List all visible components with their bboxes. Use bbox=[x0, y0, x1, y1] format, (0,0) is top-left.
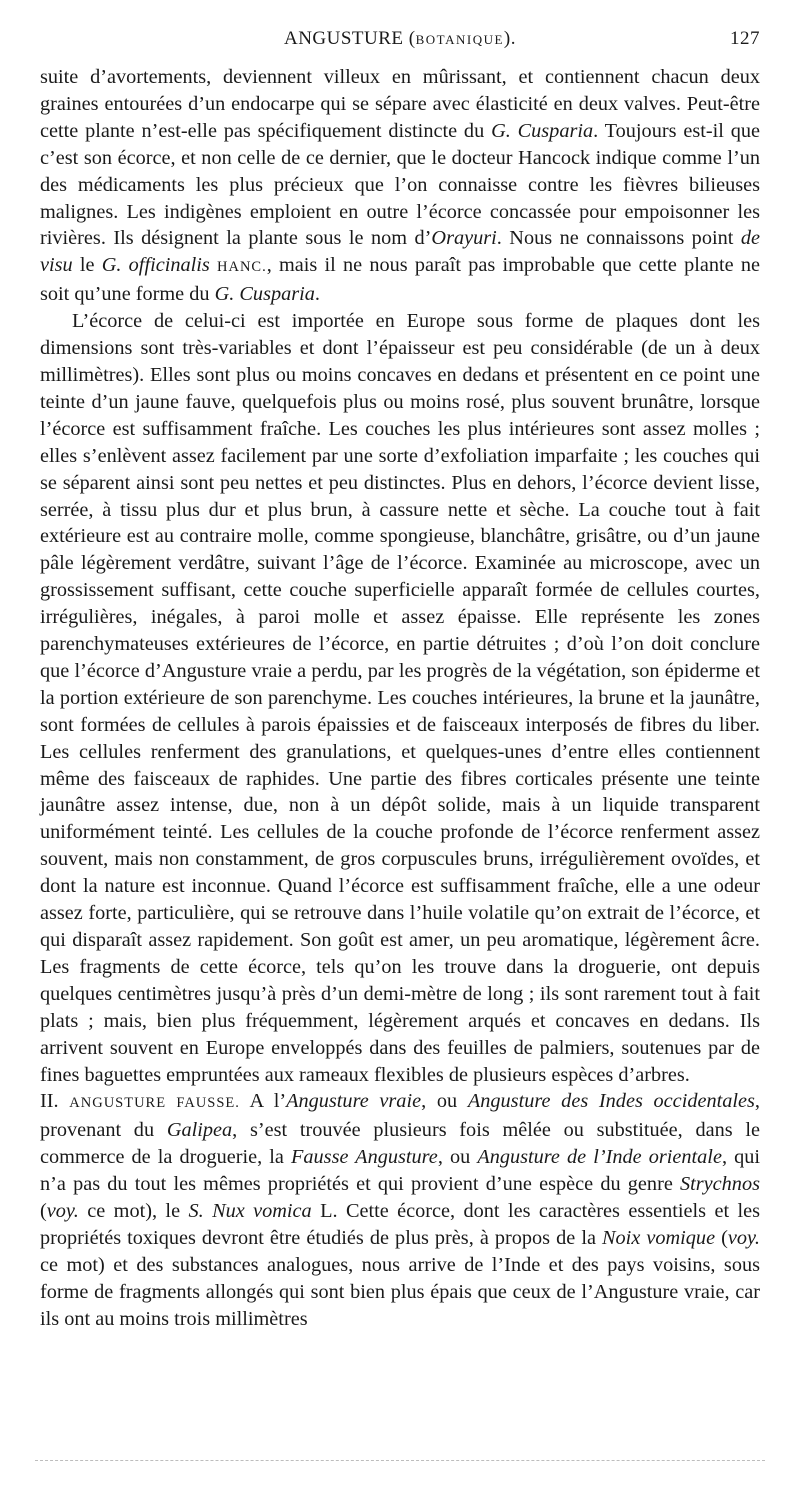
footer-rule bbox=[35, 1460, 765, 1461]
italic-run: G. Cusparia bbox=[491, 119, 594, 142]
section-numeral: II. bbox=[40, 1090, 70, 1113]
paragraph-1 bbox=[40, 64, 760, 308]
running-head bbox=[40, 28, 760, 54]
italic-run: Galipea bbox=[166, 1119, 233, 1142]
running-title-sub: BOTANIQUE bbox=[415, 32, 504, 47]
running-title bbox=[40, 28, 760, 50]
paragraph-2: L’écorce de celui-ci est importée en Europe sous forme de plaques dont les dimensions sont très-variables et dont l’épaisseur est peu considérable (de un à deux millimètres). Elles sont plus ou moins concaves en dedans et présentent en ce point une teinte d’un jaune fauve, quelquefois plus ou moins rosé, plus souvent brunâtre, lorsque l’écorce est suffisamment fraîche. Les couches les plus intérieures sont assez molles ; elles s’enlèvent assez facilement par une sorte d’exfoliation imparfaite ; les couches qui se séparent ainsi sont peu nettes et peu distinctes. Plus en dehors, l’écorce devient lisse, serrée, à tissu plus dur et plus brun, à cassure nette et sèche. La couche tout à fait extérieure est au contraire molle, comme spongieuse, blanchâtre, grisâtre, ou d’un jaune pâle légèrement verdâtre, suivant l’âge de l’écorce. Examinée au microscope, avec un grossissement suffisant, cette couche superficielle apparaît formée de cellules courtes, irrégulières, inégales, à paroi molle et assez épaisse. Elle représente les zones parenchymateuses extérieures de l’écorce, en partie détruites ; d’où l’on doit conclure que l’écorce d’Angusture vraie a perdu, par les progrès de la végétation, son épiderme et la portion extérieure de son parenchyme. Les couches intérieures, la brune et la jaunâtre, sont formées de cellules à parois épaissies et de faisceaux interposés de fibres du liber. Les cellules renferment des granulations, et quelques-unes d’entre elles contiennent même des faisceaux de raphides. Une partie des fibres corticales présente une teinte jaunâtre assez intense, due, non à un dépôt solide, mais à un liquide transparent uniformément teinté. Les cellules de la couche profonde de l’écorce renferment assez souvent, mais non constamment, de gros corpuscules bruns, irrégulièrement ovoïdes, et dont la nature est inconnue. Quand l’écorce est suffisamment fraîche, elle a une odeur assez forte, particulière, qui se retrouve dans l’huile volatile qu’on extrait de l’écorce, et qui disparaît assez rapidement. Son goût est amer, un peu aromatique, légèrement âcre. Les fragments de cette écorce, tels qu’on les trouve dans la droguerie, ont depuis quelques centimètres jusqu’à près d’un demi-mètre de long ; ils sont rarement tout à fait plats ; mais, bien plus fréquemment, légèrement arqués et concaves en dedans. Ils arrivent souvent en Europe enveloppés dans des feuilles de palmiers, soutenues par de fines baguettes empruntées aux rameaux flexibles de plusieurs espèces d’arbres. bbox=[40, 310, 760, 1086]
italic-run: Angusture vraie bbox=[286, 1090, 422, 1113]
italic-run: Strychnos bbox=[680, 1173, 760, 1196]
section-heading: ANGUSTURE FAUSSE. bbox=[69, 1095, 240, 1112]
text-run: L. Cette écorce, dont les caractères essentiels et les propriétés toxiques devront être étudiés de plus près, à propos de la bbox=[40, 1200, 760, 1249]
running-title-main: ANGUSTURE bbox=[283, 28, 404, 49]
text-run: ( bbox=[715, 1226, 728, 1249]
text-run: , mais il ne nous paraît pas improbable que cette plante ne soit qu’une forme du bbox=[40, 254, 760, 306]
text-run: ce mot), le bbox=[78, 1200, 189, 1223]
text-run: . Toujours est-il que c’est son écorce, et non celle de ce dernier, que le docteur Hancock indique comme l’un des médicaments les plus précieux que l’on connaisse contre les fièvres bilieuses malignes. Les indigènes emploient en outre l’écorce concassée pour empoisonner les rivières. Ils désignent la plante sous le nom d’ bbox=[40, 119, 760, 250]
text-run: ce mot) et des substances analogues, nous arrive de l’Inde et des pays voisins, sous forme de fragments allongés qui sont bien plus épais que ceux de l’Angusture vraie, car ils ont au moins trois millimètres bbox=[40, 1253, 760, 1330]
italic-run: Angusture de l’Inde orientale bbox=[477, 1146, 722, 1169]
text-run: suite d’avortements, deviennent villeux en mûrissant, et contiennent chacun deux graines entourées d’un endocarpe qui se sépare avec élasticité en deux valves. Peut-être cette plante n’est-elle pas spécifiquement distincte du bbox=[40, 66, 760, 142]
text-run: , ou bbox=[421, 1090, 468, 1113]
italic-run: Orayuri bbox=[431, 227, 497, 250]
running-title-paren-open: ( bbox=[408, 28, 416, 49]
text-run: , provenant du bbox=[40, 1090, 760, 1142]
text-run: . bbox=[314, 283, 320, 306]
italic-run: Angusture des Indes occidentales bbox=[467, 1090, 755, 1113]
text-run: , qui n’a pas du tout les mêmes propriétés et qui provient d’une espèce du genre bbox=[40, 1146, 761, 1196]
text-run: , ou bbox=[437, 1146, 478, 1169]
author-abbrev: HANC. bbox=[217, 259, 267, 276]
italic-run: G. officinalis bbox=[101, 254, 210, 277]
italic-run: Fausse Angusture bbox=[291, 1146, 438, 1169]
page-number: 127 bbox=[730, 28, 760, 49]
body-text bbox=[40, 64, 760, 1333]
italic-run: voy. bbox=[46, 1200, 79, 1223]
italic-run: Noix vomique bbox=[602, 1226, 716, 1249]
paragraph-3 bbox=[40, 1088, 760, 1332]
text-run: le bbox=[72, 254, 102, 277]
italic-run: voy. bbox=[727, 1226, 760, 1249]
running-title-paren-close: ). bbox=[503, 28, 516, 49]
text-run: . Nous ne connaissons point bbox=[496, 227, 741, 250]
italic-run: G. Cusparia bbox=[214, 283, 315, 306]
text-run: A l’ bbox=[239, 1090, 287, 1113]
italic-run: S. Nux vomica bbox=[188, 1200, 312, 1223]
text-run: , s’est trouvée plusieurs fois mêlée ou substituée, dans le commerce de la droguerie, la bbox=[40, 1119, 760, 1169]
text-run: ( bbox=[40, 1200, 47, 1223]
italic-run: de visu bbox=[40, 227, 760, 277]
